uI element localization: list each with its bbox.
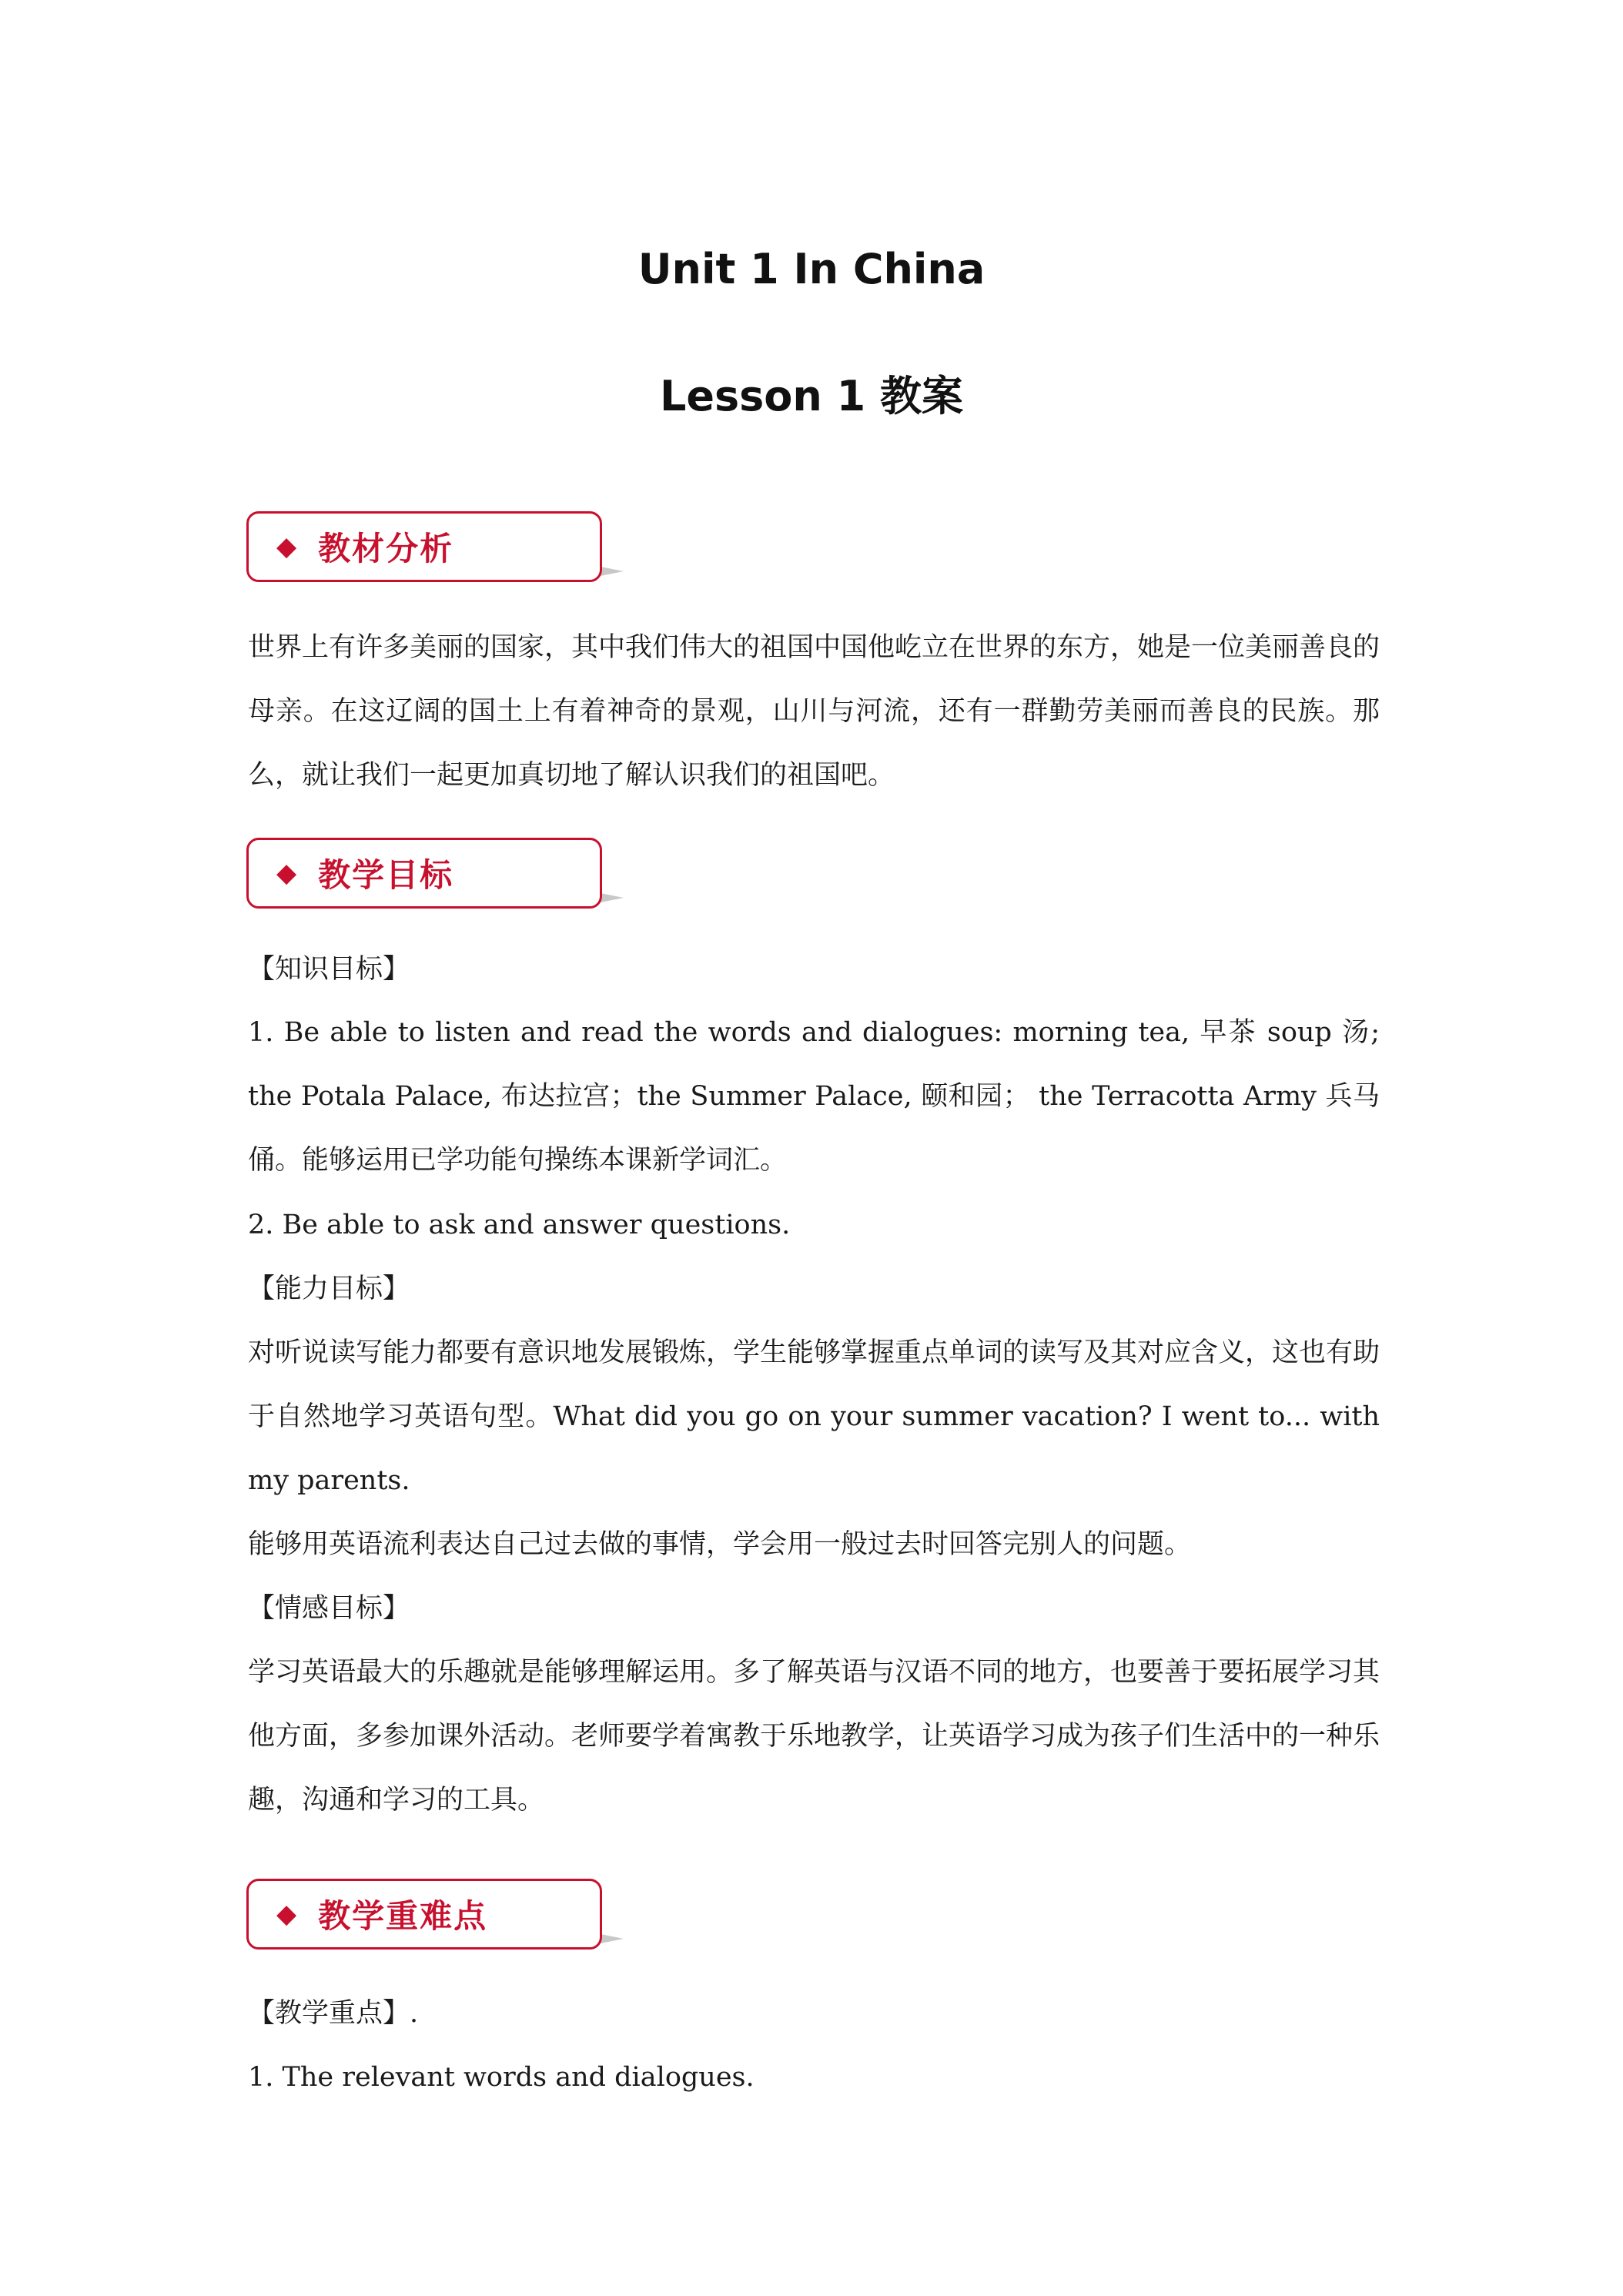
- emotion-goal-label: 【情感目标】: [248, 1593, 410, 1624]
- section-header-goals: [246, 838, 631, 922]
- ability-goal-paragraph-2: 能够用英语流利表达自己过去做的事情，学会用一般过去时回答完别人的问题。: [248, 1529, 1192, 1560]
- teaching-focus-item-1: 1. The relevant words and dialogues.: [248, 2062, 755, 2093]
- ability-goal-paragraph: 对听说读写能力都要有意识地发展锻炼，学生能够掌握重点单词的读写及其对应含义，这也有助于自然地学习英语句型。What did you go on your summer vacation? I went to... with my parents.: [248, 1337, 1380, 1496]
- section-heading-keypoints: 教学重难点: [318, 1897, 488, 1935]
- teaching-focus-label: 【教学重点】.: [248, 1998, 419, 2029]
- knowledge-goal-label: 【知识目标】: [248, 954, 410, 985]
- section-heading-analysis: 教材分析: [318, 530, 454, 567]
- section-header-keypoints: [246, 1879, 631, 1963]
- section-header-box: [246, 511, 602, 582]
- document-title: Unit 1 In China: [637, 245, 986, 293]
- emotion-goal-paragraph: 学习英语最大的乐趣就是能够理解运用。多了解英语与汉语不同的地方，也要善于要拓展学习其他方面，多参加课外活动。老师要学着寓教于乐地教学，让英语学习成为孩子们生活中的一种乐趣，沟通和学习的工具。: [248, 1657, 1380, 1816]
- section-header-box: [246, 1879, 602, 1950]
- section-header-analysis: [246, 511, 631, 596]
- section-header-box: [246, 838, 602, 909]
- section-heading-goals: 教学目标: [318, 856, 454, 894]
- knowledge-goal-item-1: 1. Be able to listen and read the words and dialogues: morning tea, 早茶 soup 汤; the Potala Palace, 布达拉宫；the Summer Palace, 颐和园； the Terracotta Army 兵马俑。能够运用已学功能句操练本课新学词汇。: [248, 1017, 1380, 1176]
- analysis-paragraph: 世界上有许多美丽的国家，其中我们伟大的祖国中国他屹立在世界的东方，她是一位美丽善良的母亲。在这辽阔的国土上有着神奇的景观，山川与河流，还有一群勤劳美丽而善良的民族。那么，就让我们一起更加真切地了解认识我们的祖国吧。: [248, 632, 1380, 791]
- diamond-icon: ◆: [276, 858, 297, 889]
- knowledge-goal-item-2: 2. Be able to ask and answer questions.: [248, 1210, 791, 1240]
- ability-goal-label: 【能力目标】: [248, 1274, 410, 1304]
- diamond-icon: ◆: [276, 1899, 297, 1930]
- diamond-icon: ◆: [276, 531, 297, 562]
- document-subtitle: Lesson 1 教案: [659, 372, 964, 420]
